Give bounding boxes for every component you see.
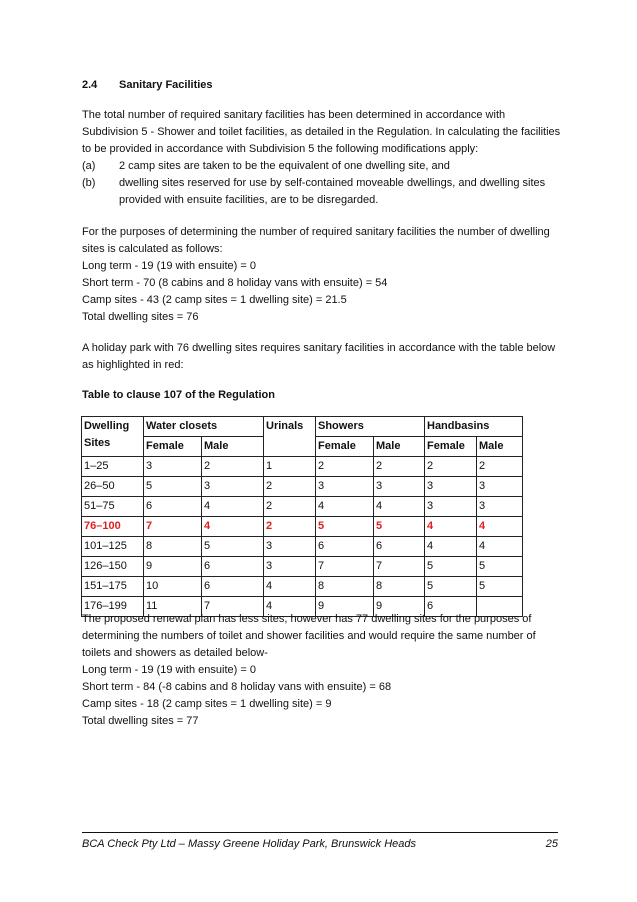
list-item-label: (b) <box>82 177 96 189</box>
calc2-line: determining the numbers of toilet and shower facilities and would require the same number of <box>82 630 536 642</box>
cell-sites: 101–125 <box>82 537 144 557</box>
calc2-paragraph <box>82 611 557 730</box>
calc2-line: Camp sites - 18 (2 camp sites = 1 dwelling site) = 9 <box>82 698 332 710</box>
cell-wc-male: 6 <box>202 557 264 577</box>
cell-wc-male: 4 <box>202 497 264 517</box>
calc1-paragraph <box>82 224 557 326</box>
table-row <box>82 557 523 577</box>
cell-showers-female: 4 <box>316 497 374 517</box>
cell-handbasins-male: 2 <box>477 457 523 477</box>
cell-showers-male: 3 <box>374 477 425 497</box>
table-row <box>82 577 523 597</box>
list-item-text: provided with ensuite facilities, are to be disregarded. <box>119 194 379 206</box>
cell-showers-female: 5 <box>316 517 374 537</box>
header-sites: Sites <box>84 437 111 449</box>
list-item-label: (a) <box>82 160 96 172</box>
cell-showers-male: 7 <box>374 557 425 577</box>
cell-handbasins-female: 2 <box>425 457 477 477</box>
cell-wc-female: 5 <box>144 477 202 497</box>
cell-handbasins-female: 5 <box>425 577 477 597</box>
cell-handbasins-male: 3 <box>477 477 523 497</box>
section-heading <box>82 77 213 94</box>
calc1-line: Long term - 19 (19 with ensuite) = 0 <box>82 260 256 272</box>
cell-showers-female: 6 <box>316 537 374 557</box>
cell-handbasins-male: 4 <box>477 517 523 537</box>
calc2-line: Long term - 19 (19 with ensuite) = 0 <box>82 664 256 676</box>
cell-urinals: 4 <box>264 577 316 597</box>
cell-wc-female: 10 <box>144 577 202 597</box>
cell-handbasins-male: 5 <box>477 577 523 597</box>
cell-showers-male: 9 <box>374 597 425 617</box>
calc1-line: Total dwelling sites = 76 <box>82 311 199 323</box>
cell-wc-male: 3 <box>202 477 264 497</box>
cell-handbasins-male: 5 <box>477 557 523 577</box>
table-row <box>82 497 523 517</box>
header-handbasins: Handbasins <box>425 417 523 437</box>
cell-handbasins-female: 3 <box>425 477 477 497</box>
calc2-line: Total dwelling sites = 77 <box>82 715 199 727</box>
cell-wc-female: 11 <box>144 597 202 617</box>
footer-text: BCA Check Pty Ltd – Massy Greene Holiday Park, Brunswick Heads <box>82 838 417 850</box>
cell-wc-male: 7 <box>202 597 264 617</box>
cell-wc-female: 8 <box>144 537 202 557</box>
list-item-text: 2 camp sites are taken to be the equivalent of one dwelling site, and <box>119 160 450 172</box>
cell-showers-male: 8 <box>374 577 425 597</box>
calc2-line: toilets and showers as detailed below- <box>82 647 268 659</box>
cell-urinals: 4 <box>264 597 316 617</box>
table-row <box>82 477 523 497</box>
cell-urinals: 2 <box>264 497 316 517</box>
calc1-line: sites is calculated as follows: <box>82 243 223 255</box>
cell-wc-female: 9 <box>144 557 202 577</box>
cell-handbasins-female: 5 <box>425 557 477 577</box>
calc2-line: Short term - 84 (-8 cabins and 8 holiday vans with ensuite) = 68 <box>82 681 392 693</box>
cell-showers-male: 6 <box>374 537 425 557</box>
page-number: 25 <box>545 838 558 850</box>
cell-sites: 126–150 <box>82 557 144 577</box>
cell-sites: 76–100 <box>82 517 144 537</box>
cell-handbasins-female: 3 <box>425 497 477 517</box>
cell-showers-male: 5 <box>374 517 425 537</box>
cell-showers-female: 3 <box>316 477 374 497</box>
park-line: as highlighted in red: <box>82 359 184 371</box>
park-line: A holiday park with 76 dwelling sites requires sanitary facilities in accordance with the table below <box>82 342 556 354</box>
list-item-text: dwelling sites reserved for use by self-contained moveable dwellings, and dwelling sites <box>119 177 546 189</box>
section-number: 2.4 <box>82 79 98 91</box>
table-row <box>82 457 523 477</box>
cell-handbasins-male: 3 <box>477 497 523 517</box>
header-handbasins-male: Male <box>477 437 523 457</box>
header-handbasins-female: Female <box>425 437 477 457</box>
calc1-line: For the purposes of determining the number of required sanitary facilities the number of dwelling <box>82 226 550 238</box>
cell-urinals: 3 <box>264 557 316 577</box>
cell-wc-male: 5 <box>202 537 264 557</box>
footer-divider <box>82 832 558 833</box>
intro-line: Subdivision 5 - Shower and toilet facilities, as detailed in the Regulation. In calculating the facilities <box>82 126 561 138</box>
cell-showers-male: 4 <box>374 497 425 517</box>
cell-wc-male: 4 <box>202 517 264 537</box>
intro-paragraph <box>82 107 561 158</box>
park-paragraph <box>82 340 557 374</box>
table-title: Table to clause 107 of the Regulation <box>82 389 275 401</box>
page-footer <box>82 836 558 853</box>
table-header-row <box>82 417 523 437</box>
cell-sites: 1–25 <box>82 457 144 477</box>
table-row <box>82 537 523 557</box>
cell-showers-female: 2 <box>316 457 374 477</box>
calc1-line: Short term - 70 (8 cabins and 8 holiday vans with ensuite) = 54 <box>82 277 388 289</box>
calc1-line: Camp sites - 43 (2 camp sites = 1 dwelling site) = 21.5 <box>82 294 347 306</box>
cell-handbasins-male: 4 <box>477 537 523 557</box>
header-wc-male: Male <box>202 437 264 457</box>
cell-showers-female: 9 <box>316 597 374 617</box>
calc2-line: The proposed renewal plan has less sites, however has 77 dwelling sites for the purposes of <box>82 613 532 625</box>
cell-showers-male: 2 <box>374 457 425 477</box>
cell-wc-female: 6 <box>144 497 202 517</box>
cell-sites: 26–50 <box>82 477 144 497</box>
cell-urinals: 2 <box>264 477 316 497</box>
intro-line: The total number of required sanitary facilities has been determined in accordance with <box>82 109 506 121</box>
cell-sites: 151–175 <box>82 577 144 597</box>
header-urinals: Urinals <box>264 417 316 457</box>
cell-wc-female: 3 <box>144 457 202 477</box>
table-row-highlighted <box>82 517 523 537</box>
cell-wc-female: 7 <box>144 517 202 537</box>
cell-urinals: 3 <box>264 537 316 557</box>
header-showers-male: Male <box>374 437 425 457</box>
cell-handbasins-female: 4 <box>425 537 477 557</box>
header-showers-female: Female <box>316 437 374 457</box>
intro-line: to be provided in accordance with Subdivision 5 the following modifications apply: <box>82 143 479 155</box>
cell-wc-male: 6 <box>202 577 264 597</box>
cell-showers-female: 8 <box>316 577 374 597</box>
cell-urinals: 1 <box>264 457 316 477</box>
header-wc-female: Female <box>144 437 202 457</box>
cell-urinals: 2 <box>264 517 316 537</box>
header-dwelling: Dwelling <box>84 420 130 432</box>
header-dwelling-sites <box>82 417 144 457</box>
section-title: Sanitary Facilities <box>119 79 213 91</box>
sanitary-table <box>81 416 523 617</box>
cell-wc-male: 2 <box>202 457 264 477</box>
cell-handbasins-female: 6 <box>425 597 477 617</box>
header-showers: Showers <box>316 417 425 437</box>
cell-showers-female: 7 <box>316 557 374 577</box>
cell-sites: 176–199 <box>82 597 144 617</box>
header-water-closets: Water closets <box>144 417 264 437</box>
cell-handbasins-female: 4 <box>425 517 477 537</box>
cell-sites: 51–75 <box>82 497 144 517</box>
